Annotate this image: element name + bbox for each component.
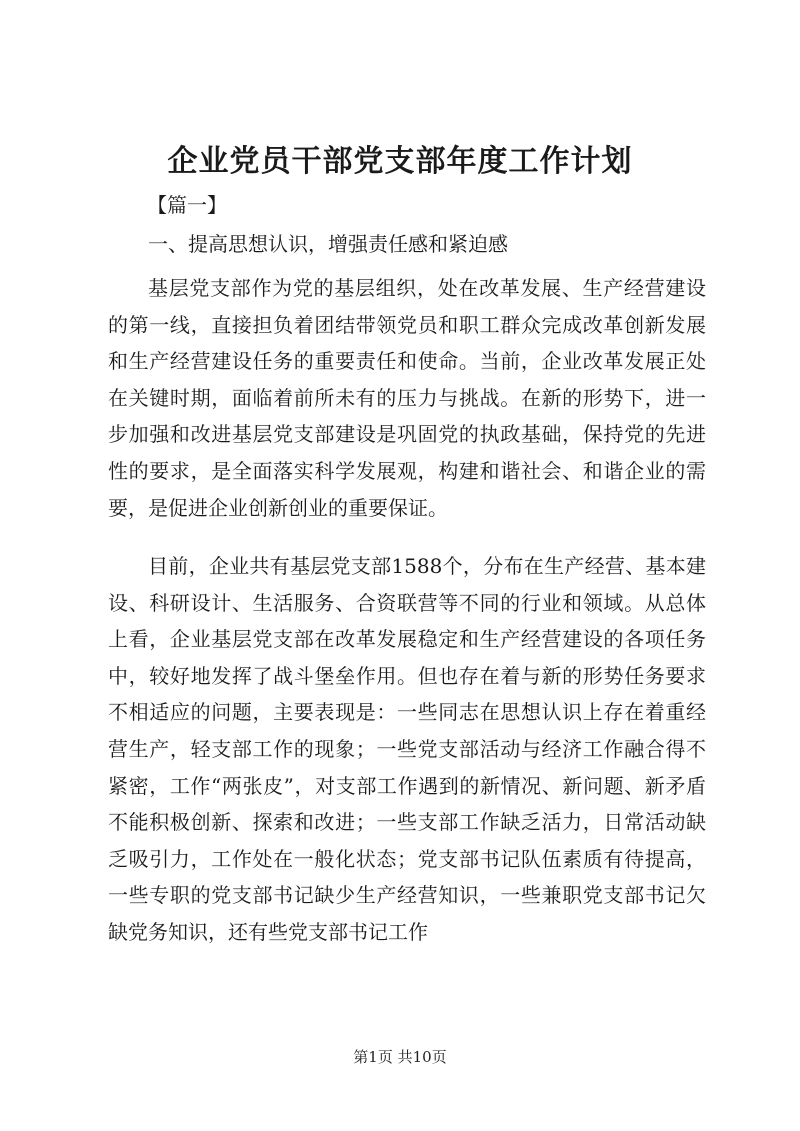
document-title: 企业党员干部党支部年度工作计划	[167, 144, 633, 179]
body-paragraph-1: 基层党支部作为党的基层组织，处在改革发展、生产经营建设的第一线，直接担负着团结带领党员和职工群众完成改革创新发展和生产经营建设任务的重要责任和使命。当前，企业改革发展正处在关键时期，面临着前所未有的压力与挑战。在新的形势下，进一步加强和改进基层党支部建设是巩固党的执政基础，保持党的先进性的要求，是全面落实科学发展观，构建和谐社会、和谐企业的需要，是促进企业创新创业的重要保证。	[108, 276, 706, 520]
section-heading: 一、提高思想认识，增强责任感和紧迫感	[148, 232, 508, 256]
page-footer: 第1页 共10页	[353, 1048, 447, 1066]
section-tag: 【篇一】	[147, 193, 227, 217]
body-paragraph-2: 目前，企业共有基层党支部1588个，分布在生产经营、基本建设、科研设计、生活服务、合资联营等不同的行业和领域。从总体上看，企业基层党支部在改革发展稳定和生产经营建设的各项任务中，较好地发挥了战斗堡垒作用。但也存在着与新的形势任务要求不相适应的问题，主要表现是：一些同志在思想认识上存在着重经营生产，轻支部工作的现象；一些党支部活动与经济工作融合得不紧密，工作“两张皮”，对支部工作遇到的新情况、新问题、新矛盾不能积极创新、探索和改进；一些支部工作缺乏活力，日常活动缺乏吸引力，工作处在一般化状态；党支部书记队伍素质有待提高，一些专职的党支部书记缺少生产经营知识，一些兼职党支部书记欠缺党务知识，还有些党支部书记工作	[108, 554, 706, 944]
